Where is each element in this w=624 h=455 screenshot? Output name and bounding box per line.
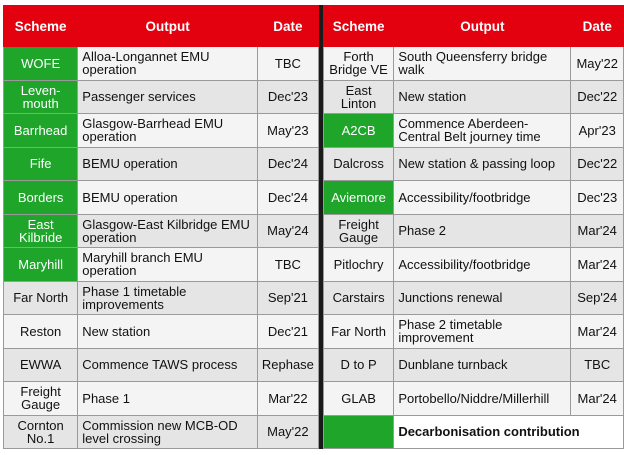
table-row [323, 181, 623, 215]
output-cell: New station [394, 80, 571, 114]
table-row [4, 248, 319, 282]
date-cell: Mar'24 [571, 214, 624, 248]
table-row [323, 80, 623, 114]
output-cell: BEMU operation [78, 147, 258, 181]
scheme-cell: Far North [4, 281, 78, 315]
scheme-cell: Cornton No.1 [4, 415, 78, 449]
date-cell: Dec'22 [571, 80, 624, 114]
scheme-cell: Maryhill [4, 248, 78, 282]
header-row [4, 6, 319, 47]
date-cell: Rephase [257, 348, 318, 382]
header-date: Date [257, 6, 318, 47]
table-row [4, 80, 319, 114]
date-cell: Mar'24 [571, 315, 624, 349]
table-row [4, 281, 319, 315]
output-cell: Glasgow-East Kilbridge EMU operation [78, 214, 258, 248]
header-output: Output [78, 6, 258, 47]
scheme-cell: A2CB [323, 114, 393, 148]
scheme-cell: East Linton [323, 80, 393, 114]
date-cell: Dec'24 [257, 147, 318, 181]
scheme-cell: WOFE [4, 47, 78, 81]
date-cell: Dec'23 [571, 181, 624, 215]
output-cell: Accessibility/footbridge [394, 181, 571, 215]
schemes-table-right [323, 5, 624, 449]
scheme-cell: Freight Gauge [4, 382, 78, 416]
date-cell: May'24 [257, 214, 318, 248]
table-row [323, 281, 623, 315]
output-cell: Alloa-Longannet EMU operation [78, 47, 258, 81]
scheme-cell: Pitlochry [323, 248, 393, 282]
date-cell: Sep'21 [257, 281, 318, 315]
output-cell: Glasgow-Barrhead EMU operation [78, 114, 258, 148]
table-row [323, 315, 623, 349]
date-cell: Mar'24 [571, 382, 624, 416]
scheme-cell: D to P [323, 348, 393, 382]
date-cell: TBC [571, 348, 624, 382]
table-row [4, 382, 319, 416]
table-row [323, 348, 623, 382]
output-cell: Portobello/Niddre/Millerhill [394, 382, 571, 416]
output-cell: New station [78, 315, 258, 349]
scheme-cell: Forth Bridge VE [323, 47, 393, 81]
date-cell: Dec'21 [257, 315, 318, 349]
output-cell: Dunblane turnback [394, 348, 571, 382]
date-cell: Sep'24 [571, 281, 624, 315]
header-scheme: Scheme [323, 6, 393, 47]
output-cell: New station & passing loop [394, 147, 571, 181]
date-cell: May'22 [571, 47, 624, 81]
table-row [4, 415, 319, 449]
table-row [4, 348, 319, 382]
output-cell: BEMU operation [78, 181, 258, 215]
output-cell: Phase 2 [394, 214, 571, 248]
date-cell: Dec'24 [257, 181, 318, 215]
scheme-cell: Barrhead [4, 114, 78, 148]
scheme-cell: Reston [4, 315, 78, 349]
output-cell: Commission new MCB-OD level crossing [78, 415, 258, 449]
table-row [4, 47, 319, 81]
scheme-cell: Far North [323, 315, 393, 349]
output-cell: Junctions renewal [394, 281, 571, 315]
scheme-cell: Dalcross [323, 147, 393, 181]
date-cell: Mar'24 [571, 248, 624, 282]
output-cell: Phase 2 timetable improvement [394, 315, 571, 349]
scheme-cell: Leven-mouth [4, 80, 78, 114]
legend-row [323, 415, 623, 449]
output-cell: Phase 1 timetable improvements [78, 281, 258, 315]
table-row [4, 114, 319, 148]
scheme-cell: Carstairs [323, 281, 393, 315]
schemes-table-container [3, 5, 624, 449]
scheme-cell: EWWA [4, 348, 78, 382]
date-cell: May'23 [257, 114, 318, 148]
output-cell: Commence TAWS process [78, 348, 258, 382]
table-row [323, 214, 623, 248]
table-row [323, 47, 623, 81]
scheme-cell: GLAB [323, 382, 393, 416]
header-date: Date [571, 6, 624, 47]
table-row [323, 382, 623, 416]
header-output: Output [394, 6, 571, 47]
table-row [4, 147, 319, 181]
header-row [323, 6, 623, 47]
date-cell: Apr'23 [571, 114, 624, 148]
output-cell: Accessibility/footbridge [394, 248, 571, 282]
table-row [323, 114, 623, 148]
output-cell: Maryhill branch EMU operation [78, 248, 258, 282]
header-scheme: Scheme [4, 6, 78, 47]
schemes-table-left [3, 5, 319, 449]
output-cell: Phase 1 [78, 382, 258, 416]
legend-swatch [323, 415, 393, 449]
date-cell: May'22 [257, 415, 318, 449]
date-cell: Mar'22 [257, 382, 318, 416]
table-row [4, 315, 319, 349]
table-row [323, 147, 623, 181]
output-cell: Commence Aberdeen-Central Belt journey time [394, 114, 571, 148]
date-cell: TBC [257, 47, 318, 81]
table-row [323, 248, 623, 282]
date-cell: Dec'23 [257, 80, 318, 114]
scheme-cell: East Kilbride [4, 214, 78, 248]
scheme-cell: Fife [4, 147, 78, 181]
scheme-cell: Freight Gauge [323, 214, 393, 248]
date-cell: Dec'22 [571, 147, 624, 181]
scheme-cell: Borders [4, 181, 78, 215]
table-row [4, 181, 319, 215]
legend-label: Decarbonisation contribution [394, 415, 624, 449]
scheme-cell: Aviemore [323, 181, 393, 215]
date-cell: TBC [257, 248, 318, 282]
output-cell: Passenger services [78, 80, 258, 114]
table-row [4, 214, 319, 248]
output-cell: South Queensferry bridge walk [394, 47, 571, 81]
